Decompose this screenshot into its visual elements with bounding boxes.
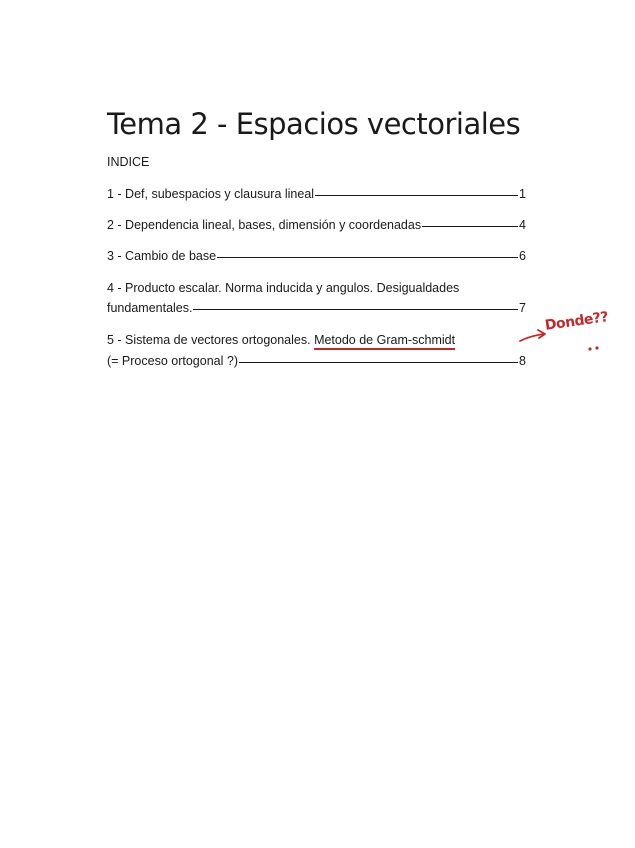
toc-entry-1 (107, 185, 526, 203)
toc-entry-5-prefix: 5 - Sistema de vectores ortogonales. (107, 333, 315, 347)
toc-leader (239, 362, 518, 363)
toc-entry-1-text: 1 - Def, subespacios y clausura lineal (107, 187, 315, 201)
toc-leader (422, 226, 518, 227)
gram-schmidt-underlined-text: Metodo de Gram-schmidt (314, 333, 456, 347)
toc-entry-3-text: 3 - Cambio de base (107, 249, 217, 263)
toc-entry-1-page: 1 (519, 187, 526, 201)
toc-entry-2 (107, 216, 526, 234)
page-title: Tema 2 - Espacios vectoriales (107, 107, 521, 141)
toc-entry-5-line2 (107, 352, 526, 370)
toc-entry-4-text: fundamentales. (107, 301, 193, 315)
toc-entry-5-page: 8 (519, 354, 526, 368)
toc-entry-2-text: 2 - Dependencia lineal, bases, dimensión y coordenadas (107, 218, 422, 232)
toc-entry-2-page: 4 (519, 218, 526, 232)
toc-entry-5-line1 (107, 331, 455, 349)
handwritten-note: Donde?? (544, 309, 610, 334)
toc-entry-3-page: 6 (519, 249, 526, 263)
toc-leader (315, 195, 518, 196)
toc-entry-3 (107, 247, 526, 265)
toc-leader (217, 257, 518, 258)
toc-entry-5-text: (= Proceso ortogonal ?) (107, 354, 238, 368)
toc-entry-4-page: 7 (519, 301, 526, 315)
toc-entry-4-line1: 4 - Producto escalar. Norma inducida y angulos. Desigualdades (107, 281, 460, 295)
toc-entry-4-line2 (107, 299, 526, 317)
index-heading: INDICE (107, 155, 150, 169)
toc-leader (193, 309, 518, 310)
